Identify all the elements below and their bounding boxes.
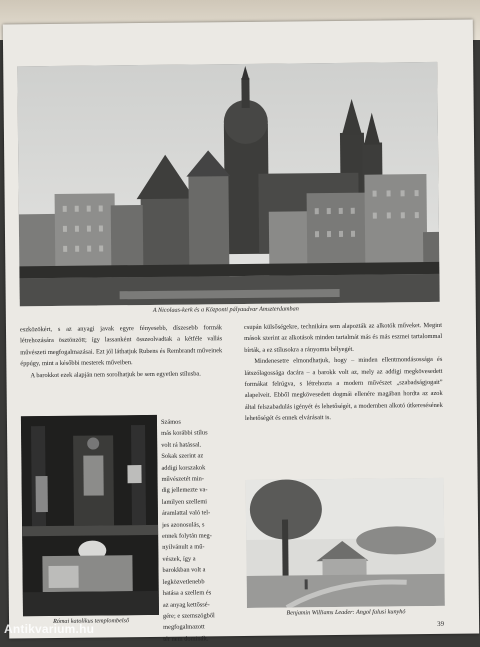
church-interior-photo [21,415,159,616]
text-line: az anyag kettőssé- [162,600,210,609]
watermark: Antikvarium.hu [4,622,95,636]
text-line: megfogalmazott [163,623,205,632]
paragraph: A barokkot ezek alapján nem sorolhatjuk be sem egyetlen stílusba. [30,370,201,379]
paragraph: csupán külsőségekre, technikára sem alapozták az alkotók műveket. Megint mások szerint az alkotások minden tartalmát más és más eszmei tartalommal bírták, a ez stílusokra a rányomta bélyegét. [243,321,443,354]
paragraph: Mindenesetre elmondhatjuk, hogy – minden ellentmondásossága és látszólagossága dacára – a barokk volt az, mely az addigi megkövesedett formákat felrúgva, s létrehozta a modern művészet „szabadságjogait” alapelveit. Ebből megkövesedett dogmái ellenére magában hordta az azok által felszabadulás igényét és lehetőségét, a modernben alkotó útkeresésének lehetőségét és ennek elvárásait is. [244,356,443,423]
narrow-column [161,416,233,645]
text-line: lamilyen szellemi [161,498,208,506]
text-line: más korábbi stílus [161,429,208,438]
text-line: áramlattal való tel- [161,509,211,518]
text-line: volt rá hatással. [161,441,202,449]
text-line: Számos [160,418,181,426]
text-line: barokkban volt a [162,566,206,575]
top-photo-caption: A Nicolaas-kerk és a Központi pályaudvar Amszterdamban [152,305,299,314]
text-line: Sokak szerint az [161,452,204,461]
village-cottage-painting [246,478,445,608]
paragraph: eszközökért, s az anyagi javak egyre fényesebb, díszesebb formák létrehozására ösztönzött; így lassanként összeolvadtak a kétféle vallás művészeti megfogalmazásai. Ezt jól láthatjuk Rubens és Rembrandt műveinek éppúgy, mint a későbbi mesterek műveiben. [19,324,223,368]
left-photo-caption: Római katolikus templombelső [53,617,130,625]
text-line: dig jellemezte va- [161,486,208,495]
page-number: 39 [437,619,445,628]
left-column-top [20,322,223,381]
right-photo-caption: Benjamin Williams Leader: Angol falusi kunyhó [286,608,406,617]
amsterdam-photo [17,62,439,306]
text-line: jes azonosulás, s [162,521,205,529]
text-line: legközvetlenebb [162,578,205,586]
right-column [244,320,443,425]
text-line: vészek, így a [162,555,196,563]
text-line: tér nem dominált. [163,635,209,643]
text-line: ennek folytán meg- [162,532,212,540]
text-line: gére; e szemszögből [162,612,215,620]
text-line: addigi korszakok [161,464,206,472]
text-line: hatása a szellem és [162,589,212,597]
text-line: művészetét min- [161,475,205,483]
book-page [3,20,479,643]
text-line: nyilvánult a mű- [162,543,205,552]
